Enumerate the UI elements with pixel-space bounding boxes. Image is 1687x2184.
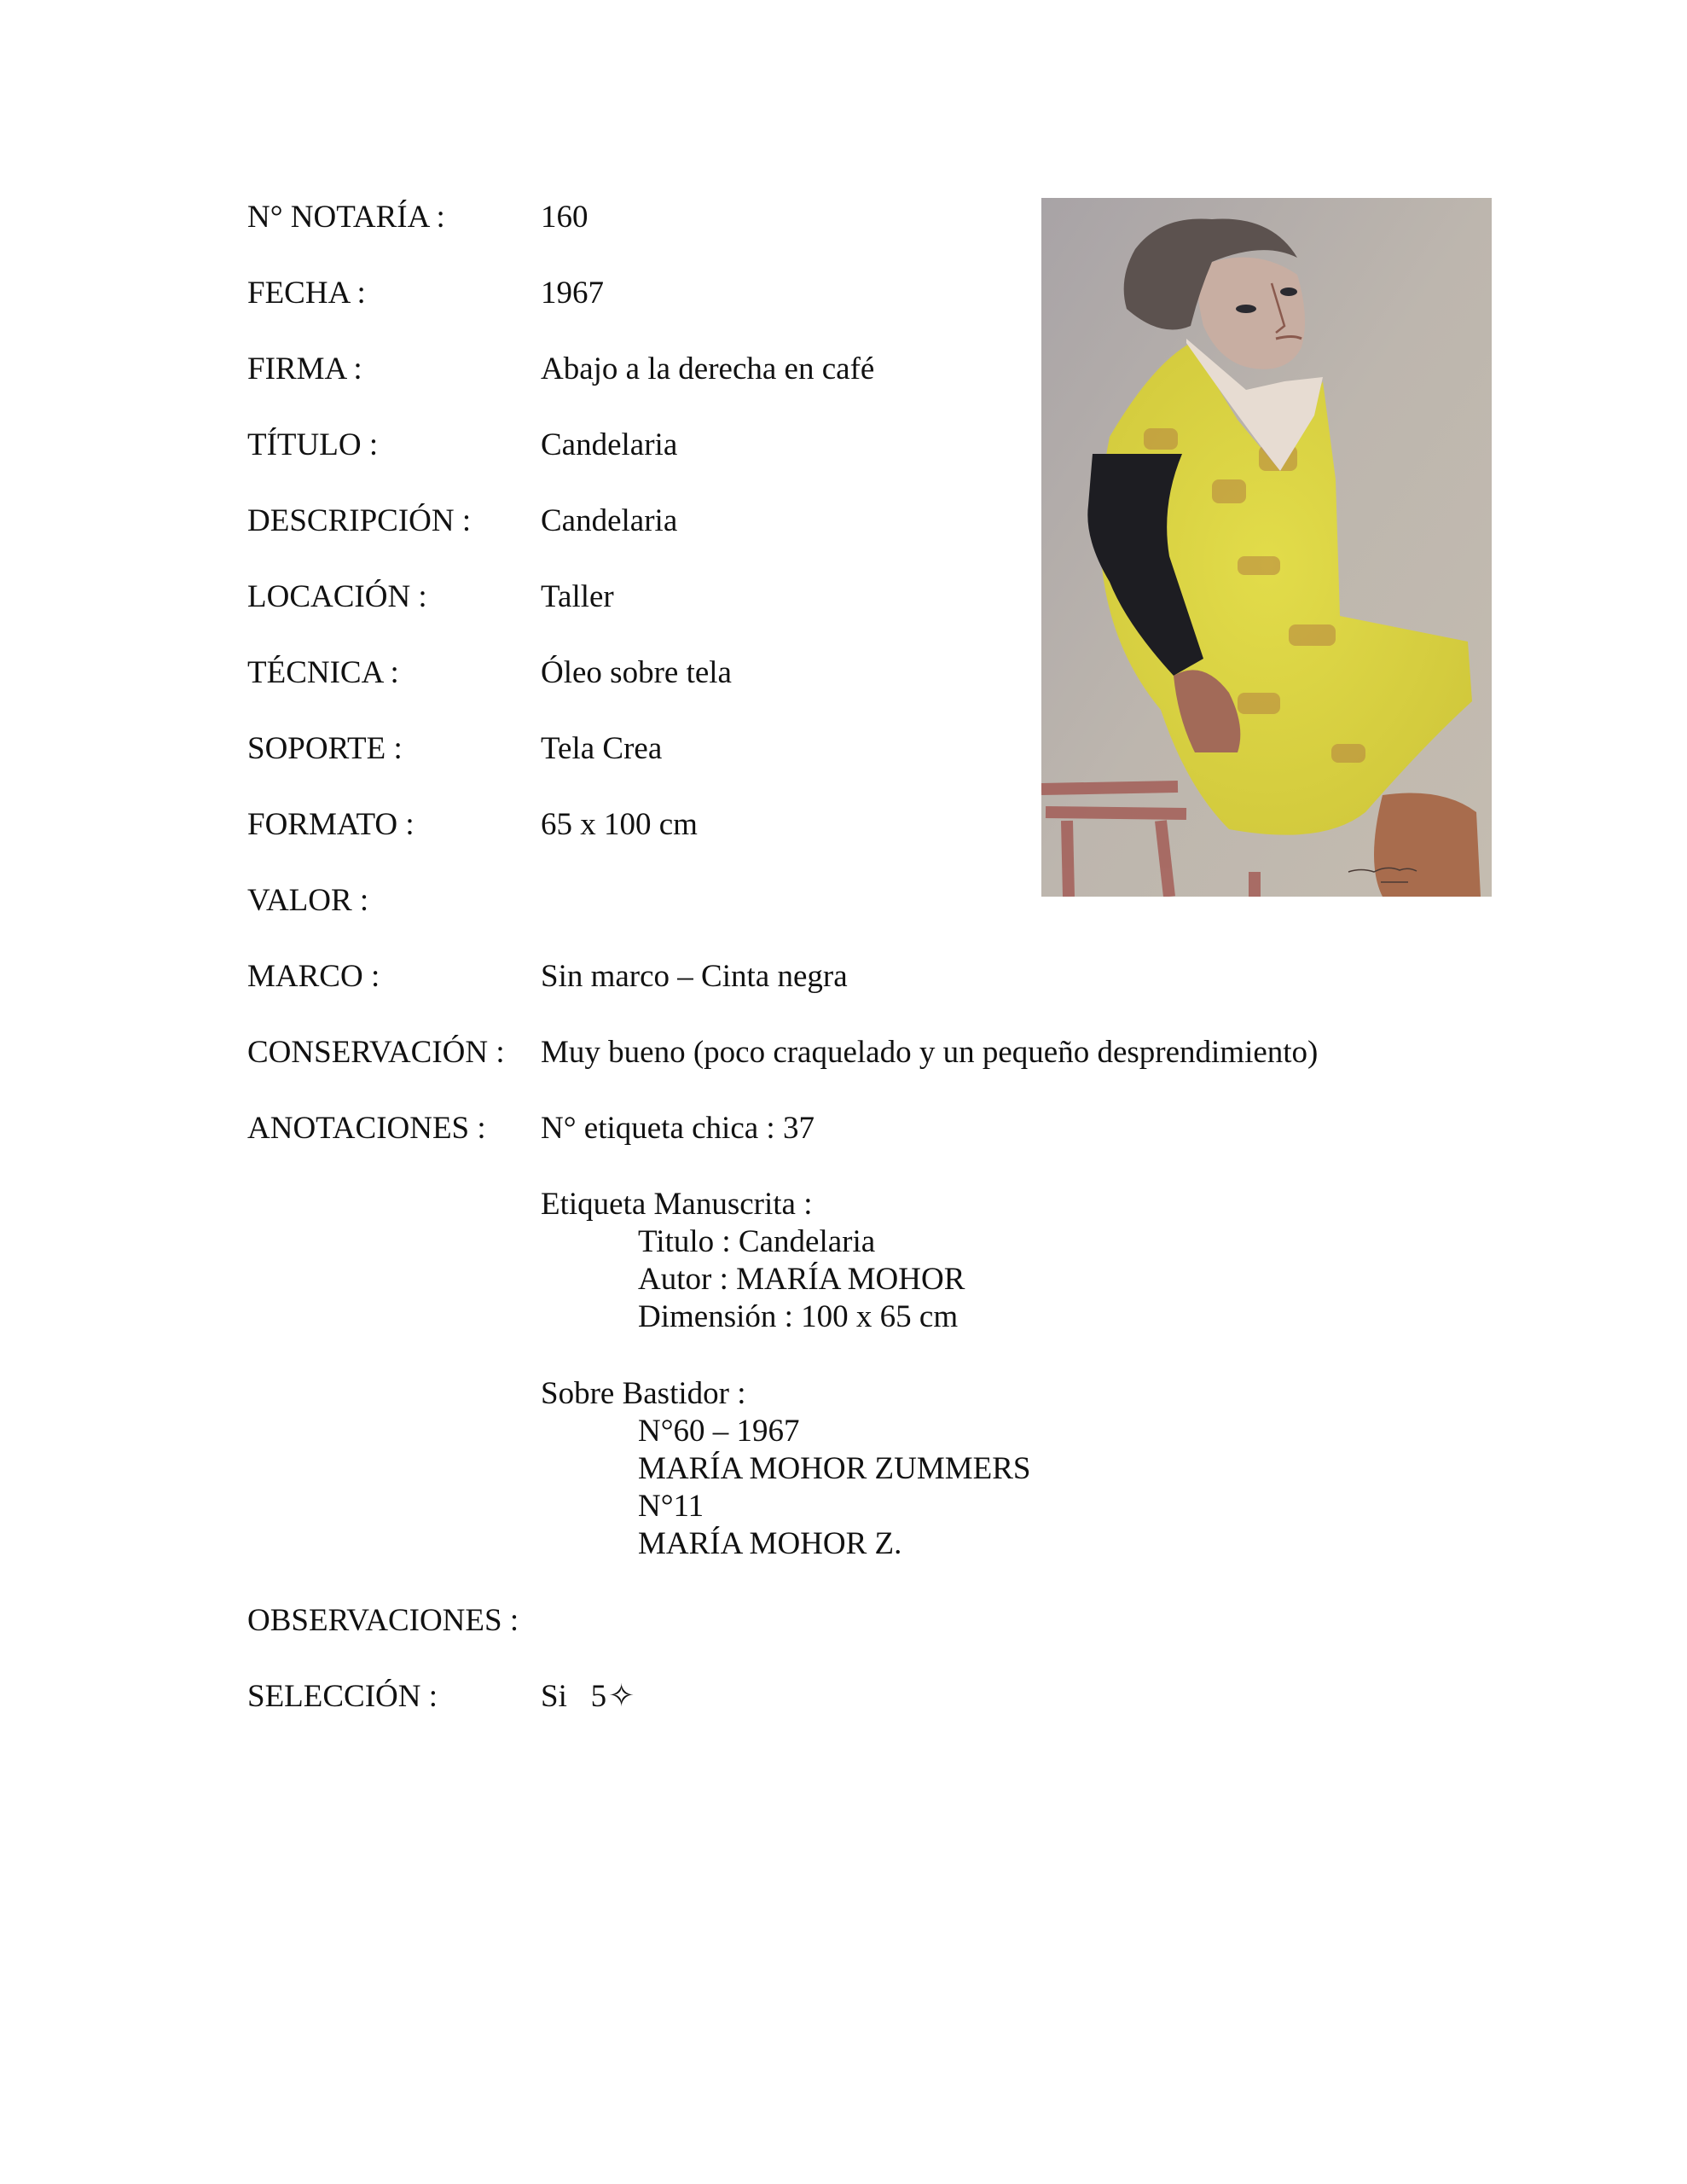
field-value [541,1678,635,1716]
field-value: Abajo a la derecha en café [541,351,875,386]
field-label: FORMATO : [247,807,415,842]
field-label: MARCO : [247,959,380,994]
field-label: N° NOTARÍA : [247,200,445,235]
field-label: VALOR : [247,883,369,918]
painting-legs [1374,793,1481,897]
field-value: Candelaria [541,503,678,538]
field-value: Taller [541,579,614,614]
bastidor-line: N°11 [638,1489,704,1524]
field-label: DESCRIPCIÓN : [247,503,472,538]
field-value: 65 x 100 cm [541,807,698,842]
field-label: FECHA : [247,276,366,311]
etiqueta-line: Dimensión : 100 x 65 cm [638,1299,959,1334]
field-label: TÉCNICA : [247,655,399,690]
bastidor-line: N°60 – 1967 [638,1414,800,1449]
field-label: LOCACIÓN : [247,579,427,614]
field-label: SOPORTE : [247,731,403,766]
field-value: Tela Crea [541,731,663,766]
four-pointed-star-outline-icon: ✧ [608,1679,635,1714]
etiqueta-heading: Etiqueta Manuscrita : [541,1187,813,1222]
seleccion-value-text: Si 5 [541,1679,607,1714]
bastidor-line: MARÍA MOHOR ZUMMERS [638,1451,1031,1486]
etiqueta-line: Autor : MARÍA MOHOR [638,1262,965,1297]
etiqueta-line: Titulo : Candelaria [638,1224,876,1259]
field-label: ANOTACIONES : [247,1111,486,1146]
field-label: SELECCIÓN : [247,1679,438,1714]
field-value: 1967 [541,276,604,311]
field-value: 160 [541,200,588,235]
field-value: Muy bueno (poco craquelado y un pequeño desprendimiento) [541,1035,1319,1070]
field-label: OBSERVACIONES : [247,1603,519,1638]
field-label: FIRMA : [247,351,362,386]
field-value: Candelaria [541,427,678,462]
field-value: Óleo sobre tela [541,655,732,690]
painting-image [1041,198,1492,897]
field-label: TÍTULO : [247,427,379,462]
field-value: N° etiqueta chica : 37 [541,1111,815,1146]
field-label: CONSERVACIÓN : [247,1035,505,1070]
bastidor-heading: Sobre Bastidor : [541,1376,746,1411]
painting-candelaria [1041,198,1492,897]
field-value: Sin marco – Cinta negra [541,959,848,994]
bastidor-line: MARÍA MOHOR Z. [638,1526,902,1561]
